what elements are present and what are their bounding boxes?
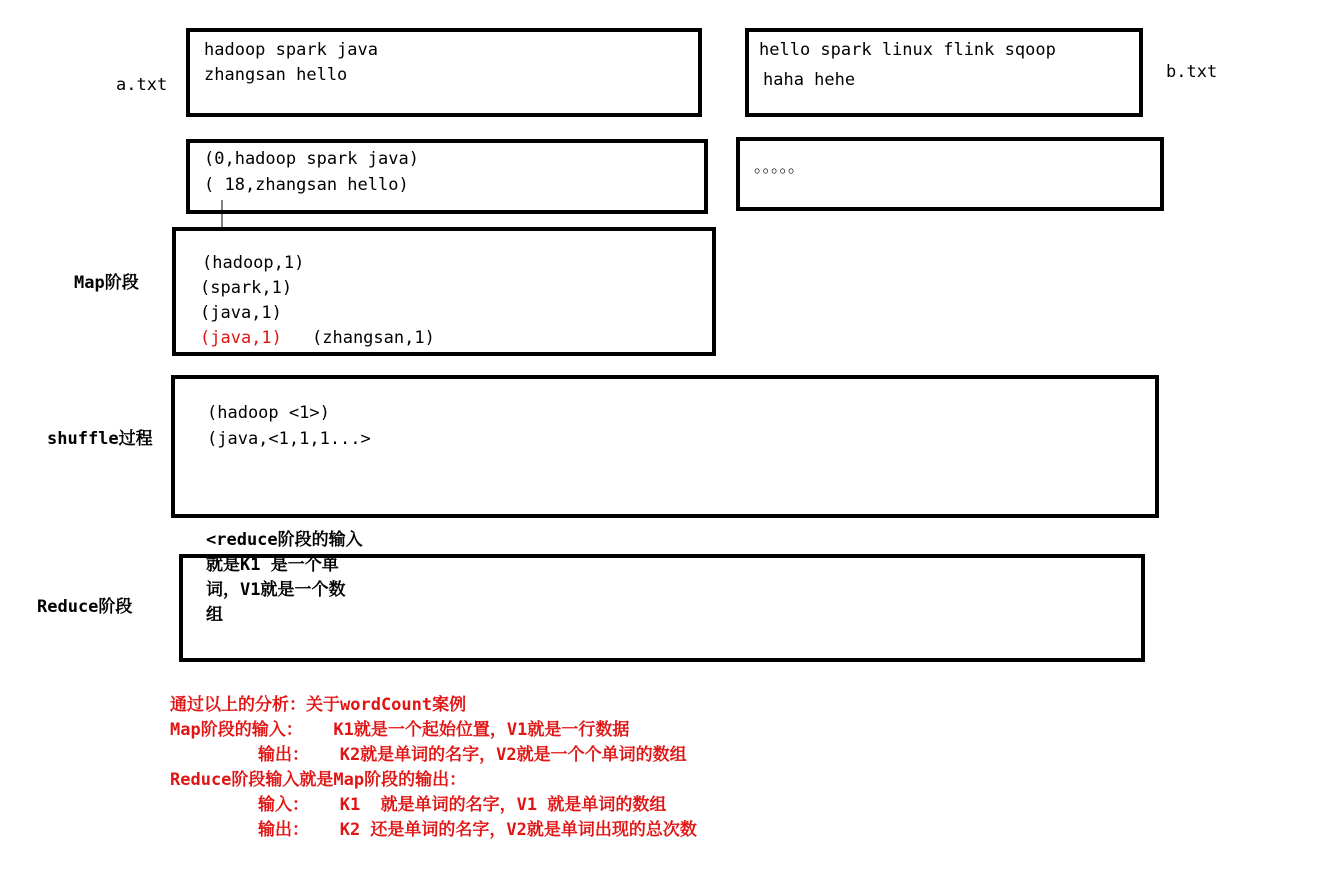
label-shuffle-stage: shuffle过程 (47, 429, 153, 449)
b-txt-line-2: haha hehe (763, 70, 856, 90)
box-a-kv (186, 139, 708, 214)
summary-line-2: Map阶段的输入： K1就是一个起始位置，V1就是一行数据 (170, 720, 630, 740)
a-kv-line-2: ( 18,zhangsan hello) (204, 175, 409, 195)
box-shuffle (171, 375, 1159, 518)
label-a-txt: a.txt (116, 75, 168, 95)
b-kv-dots: 。。。。。 (754, 157, 805, 177)
reduce-note-line-4: 组 (206, 605, 223, 625)
map-line-3: (java,1) (200, 303, 282, 323)
shuffle-line-1: (hadoop <1>) (207, 403, 330, 423)
label-b-txt: b.txt (1166, 62, 1218, 82)
summary-line-1: 通过以上的分析：关于wordCount案例 (170, 695, 467, 715)
b-txt-line-1: hello spark linux flink sqoop (759, 40, 1056, 60)
map-line-1: (hadoop,1) (202, 253, 305, 273)
reduce-note-line-3: 词，V1就是一个数 (206, 580, 346, 600)
summary-line-4: Reduce阶段输入就是Map阶段的输出： (170, 770, 467, 790)
label-map-stage: Map阶段 (74, 273, 139, 293)
box-b-txt (745, 28, 1143, 117)
reduce-note-line-2: 就是K1 是一个单 (206, 555, 339, 575)
map-line-2: (spark,1) (200, 278, 293, 298)
a-txt-line-1: hadoop spark java (204, 40, 378, 60)
summary-notes (170, 693, 697, 843)
box-map (172, 227, 716, 356)
summary-line-3: 输出： K2就是单词的名字，V2就是一个个单词的数组 (258, 745, 687, 765)
map-line-4-black: (zhangsan,1) (312, 328, 435, 348)
summary-line-5: 输入： K1 就是单词的名字，V1 就是单词的数组 (258, 795, 667, 815)
summary-line-6: 输出： K2 还是单词的名字，V2就是单词出现的总次数 (258, 820, 697, 840)
map-line-4-red: (java,1) (200, 328, 282, 348)
a-kv-line-1: (0,hadoop spark java) (204, 149, 419, 169)
box-b-kv (736, 137, 1164, 211)
label-reduce-stage: Reduce阶段 (37, 597, 133, 617)
box-a-txt (186, 28, 702, 117)
shuffle-line-2: (java,<1,1,1...> (207, 429, 371, 449)
reduce-note-line-1: <reduce阶段的输入 (206, 530, 363, 550)
a-txt-line-2: zhangsan hello (204, 65, 348, 85)
